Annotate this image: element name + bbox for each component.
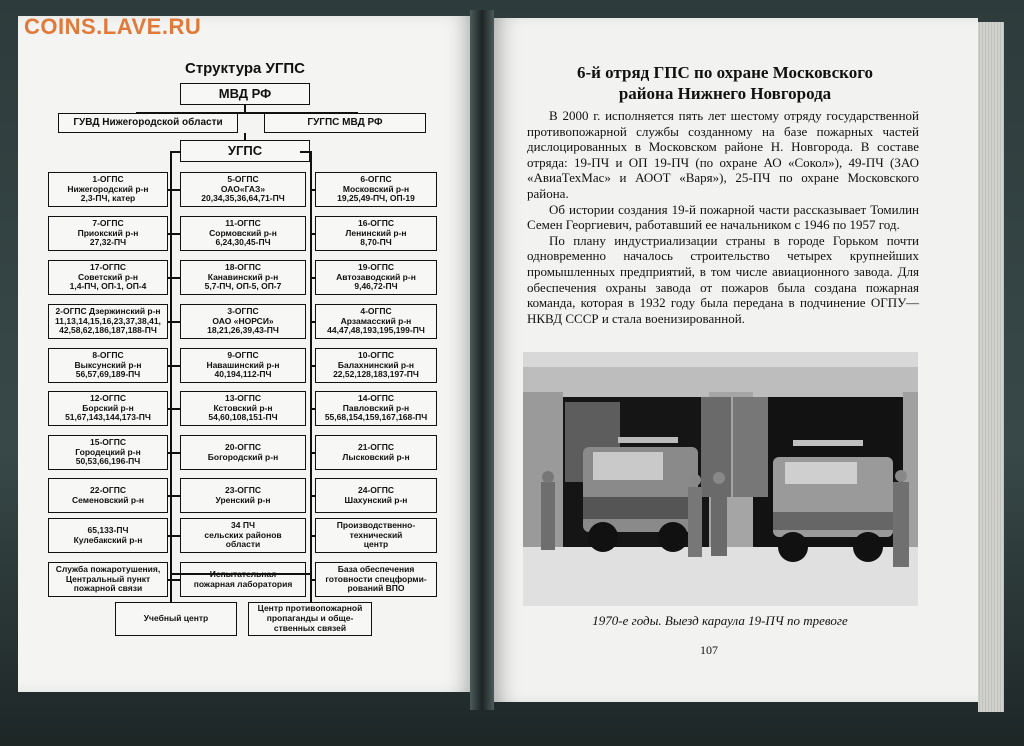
guvd-box <box>58 113 238 133</box>
unit-box-right-1 <box>315 172 437 207</box>
unit-line: 20,34,35,36,64,71-ПЧ <box>201 193 285 204</box>
propaganda-line-3: ственных связей <box>273 622 347 633</box>
heading-line-2: района Нижнего Новгорода <box>618 84 832 103</box>
connector-tick <box>310 535 315 537</box>
connector-tick <box>170 495 180 497</box>
page-number: 107 <box>700 643 718 657</box>
mvd-box <box>180 83 310 105</box>
unit-line: Московский р-н <box>342 183 410 194</box>
unit-line: 21-ОГПС <box>358 441 394 452</box>
unit-line: 5-ОГПС <box>227 173 259 184</box>
unit-box-left-4 <box>48 304 168 339</box>
unit-line: 22-ОГПС <box>90 484 126 495</box>
unit-box-middle-1 <box>180 172 306 207</box>
unit-line: Автозаводский р-н <box>336 271 416 282</box>
connector-tick <box>170 452 180 454</box>
propaganda-center-box <box>248 602 372 636</box>
unit-line: 27,32-ПЧ <box>89 237 127 248</box>
unit-line: 50,53,66,196-ПЧ <box>75 456 141 467</box>
unit-line: Производственно- <box>336 519 416 530</box>
ugps-label: УГПС <box>227 142 263 158</box>
unit-line: 2-ОГПС Дзержинский р-н <box>55 305 161 316</box>
unit-line: 2,3-ПЧ, катер <box>80 193 136 204</box>
connector-tick <box>170 189 180 191</box>
unit-line: База обеспечения <box>337 563 415 574</box>
unit-line: Выксунский р-н <box>74 359 142 370</box>
training-center-label: Учебный центр <box>143 613 209 624</box>
unit-box-middle-8 <box>180 478 306 513</box>
unit-box-right-10 <box>315 562 437 597</box>
unit-line: рований ВПО <box>347 583 405 594</box>
unit-line: Павловский р-н <box>342 402 410 413</box>
gugps-label: ГУГПС МВД РФ <box>307 117 383 129</box>
unit-box-left-2 <box>48 216 168 251</box>
unit-box-right-7 <box>315 435 437 470</box>
unit-line: 9,46,72-ПЧ <box>354 281 398 292</box>
unit-line: 23-ОГПС <box>225 484 261 495</box>
unit-box-right-9 <box>315 518 437 553</box>
connector-tick <box>310 233 315 235</box>
unit-line: Навашинский р-н <box>206 359 280 370</box>
unit-line: Служба пожаротушения, <box>55 563 161 574</box>
unit-box-left-7 <box>48 435 168 470</box>
connector-tick <box>310 189 315 191</box>
unit-line: ОАО«ГАЗ» <box>220 183 266 194</box>
unit-box-middle-5 <box>180 348 306 383</box>
training-center-box <box>115 602 237 636</box>
unit-line: 7-ОГПС <box>92 217 124 228</box>
unit-line: 3-ОГПС <box>227 305 259 316</box>
unit-line: Канавинский р-н <box>207 271 279 282</box>
unit-line: ОАО «НОРСИ» <box>212 315 274 326</box>
heading-line-1: 6-й отряд ГПС по охране Московского <box>576 63 874 82</box>
page-edges <box>978 22 1004 712</box>
unit-line: 55,68,154,159,167,168-ПЧ <box>324 412 428 423</box>
unit-line: 34 ПЧ <box>231 519 255 530</box>
unit-line: Городецкий р-н <box>75 446 141 457</box>
unit-line: Богородский р-н <box>207 451 279 462</box>
unit-line: 1-ОГПС <box>92 173 124 184</box>
unit-line: 8-ОГПС <box>92 349 124 360</box>
unit-line: Приокский р-н <box>77 227 139 238</box>
unit-box-left-6 <box>48 391 168 426</box>
guvd-label: ГУВД Нижегородской области <box>73 117 223 129</box>
unit-line: 18-ОГПС <box>225 261 261 272</box>
unit-line: сельских районов <box>204 529 282 540</box>
photo-caption: 1970-е годы. Выезд караула 19-ПЧ по тревоге <box>592 613 848 628</box>
ugps-box <box>180 140 310 162</box>
unit-line: Борский р-н <box>82 402 134 413</box>
unit-line: 19-ОГПС <box>358 261 394 272</box>
unit-line: 40,194,112-ПЧ <box>214 369 272 380</box>
unit-line: пожарная лаборатория <box>193 578 293 589</box>
unit-box-middle-9 <box>180 518 306 553</box>
unit-line: 19,25,49-ПЧ, ОП-19 <box>337 193 415 204</box>
connector-tick <box>170 233 180 235</box>
unit-line: Советский р-н <box>77 271 139 282</box>
unit-line: 11,13,14,15,16,23,37,38,41, <box>55 315 161 326</box>
unit-line: 16-ОГПС <box>358 217 394 228</box>
article-body <box>527 108 919 326</box>
paragraph-1: В 2000 г. исполняется пять лет шестому отряду государственной противопожарной службы созданному на базе пожарных частей дислоцированных в Московском районе Н. Новгорода. В составе отряда: 19-ПЧ и ОП 19-ПЧ (по охране АО «Сокол»), 49-ПЧ (ЗАО «АвиаТехМас» и АООТ «Варя»), 25-ПЧ по охране Московского района. <box>527 108 919 201</box>
unit-line: Шахунский р-н <box>344 494 408 505</box>
paragraph-2: Об истории создания 19-й пожарной части рассказывает Томилин Семен Георгиевич, работавший ее начальником с 1946 по 1957 год. <box>527 201 919 233</box>
paragraph-3: По плану индустриализации страны в городе Горьком почти одновременно началось строительство четырех крупнейших промышленных предприятий, в том числе авиационного завода. Для обеспечения охраны завода от пожаров была создана пожарная команда, которая в 1932 году была передана в подчинение ОГПУ—НКВД СССР и стала военизированной. <box>527 232 919 326</box>
connector-tick <box>170 277 180 279</box>
unit-box-right-2 <box>315 216 437 251</box>
unit-line: 44,47,48,193,195,199-ПЧ <box>327 325 425 336</box>
unit-box-right-8 <box>315 478 437 513</box>
connector-tick <box>170 408 180 410</box>
unit-box-right-3 <box>315 260 437 295</box>
unit-line: центр <box>363 539 389 550</box>
unit-line: 22,52,128,183,197-ПЧ <box>333 369 419 380</box>
connector-tick <box>310 277 315 279</box>
unit-line: 42,58,62,186,187,188-ПЧ <box>59 325 157 336</box>
unit-box-middle-7 <box>180 435 306 470</box>
connector-tick <box>170 365 180 367</box>
unit-line: Уренский р-н <box>215 494 271 505</box>
unit-box-middle-6 <box>180 391 306 426</box>
unit-line: готовности спецформи- <box>325 573 427 584</box>
unit-line: 54,60,108,151-ПЧ <box>208 412 278 423</box>
propaganda-line-1: Центр противопожарной <box>257 603 363 614</box>
unit-box-middle-3 <box>180 260 306 295</box>
unit-line: Арзамасский р-н <box>340 315 412 326</box>
unit-line: 13-ОГПС <box>225 392 261 403</box>
unit-box-left-9 <box>48 518 168 553</box>
unit-box-middle-10 <box>180 562 306 597</box>
unit-line: 6,24,30,45-ПЧ <box>215 237 271 248</box>
unit-line: 20-ОГПС <box>225 441 261 452</box>
unit-line: 14-ОГПС <box>358 392 394 403</box>
unit-box-middle-2 <box>180 216 306 251</box>
watermark: COINS.LAVE.RU <box>24 14 202 39</box>
unit-line: Лысковский р-н <box>342 451 410 462</box>
connector-tick <box>310 321 315 323</box>
unit-line: 51,67,143,144,173-ПЧ <box>65 412 151 423</box>
unit-line: технический <box>349 529 403 540</box>
unit-line: 9-ОГПС <box>227 349 259 360</box>
unit-line: Сормовский р-н <box>209 227 277 238</box>
connector-tick <box>170 321 180 323</box>
unit-box-right-6 <box>315 391 437 426</box>
article-heading <box>520 62 930 104</box>
unit-box-left-10 <box>48 562 168 597</box>
unit-line: Кулебакский р-н <box>73 534 143 545</box>
chart-title: Структура УГПС <box>185 60 305 77</box>
unit-line: Семеновский р-н <box>71 494 145 505</box>
unit-line: 11-ОГПС <box>225 217 261 228</box>
unit-box-left-1 <box>48 172 168 207</box>
connector-tick <box>310 408 315 410</box>
gugps-box <box>264 113 426 133</box>
unit-line: 56,57,69,189-ПЧ <box>75 369 141 380</box>
unit-box-left-3 <box>48 260 168 295</box>
book-gutter <box>470 10 494 710</box>
connector-tick <box>310 495 315 497</box>
unit-line: Ленинский р-н <box>345 227 407 238</box>
unit-line: 12-ОГПС <box>90 392 126 403</box>
propaganda-line-2: пропаганды и обще- <box>266 613 354 624</box>
unit-box-right-4 <box>315 304 437 339</box>
unit-line: 17-ОГПС <box>90 261 126 272</box>
unit-line: 15-ОГПС <box>90 436 126 447</box>
unit-box-middle-4 <box>180 304 306 339</box>
unit-line: 1,4-ПЧ, ОП-1, ОП-4 <box>69 281 147 292</box>
unit-line: Нижегородский р-н <box>67 183 149 194</box>
connector-tick <box>310 365 315 367</box>
mvd-label: МВД РФ <box>218 85 272 101</box>
unit-line: 10-ОГПС <box>358 349 394 360</box>
unit-line: 18,21,26,39,43-ПЧ <box>207 325 279 336</box>
unit-line: 4-ОГПС <box>360 305 392 316</box>
unit-line: Центральный пункт <box>65 573 151 584</box>
unit-line: 24-ОГПС <box>358 484 394 495</box>
unit-line: 5,7-ПЧ, ОП-5, ОП-7 <box>204 281 282 292</box>
connector-tick <box>310 452 315 454</box>
connector-tick <box>170 579 180 581</box>
unit-line: пожарной связи <box>73 583 143 594</box>
unit-line: области <box>225 539 261 550</box>
unit-box-left-5 <box>48 348 168 383</box>
unit-line: 8,70-ПЧ <box>360 237 392 248</box>
fire-station-photo <box>523 352 918 606</box>
unit-box-left-8 <box>48 478 168 513</box>
connector-tick <box>170 535 180 537</box>
unit-line: 6-ОГПС <box>360 173 392 184</box>
fire-station-illustration <box>523 352 918 606</box>
unit-box-right-5 <box>315 348 437 383</box>
unit-line: Балахнинский р-н <box>337 359 415 370</box>
unit-line: Кстовский р-н <box>213 402 273 413</box>
unit-line: 65,133-ПЧ <box>87 524 129 535</box>
